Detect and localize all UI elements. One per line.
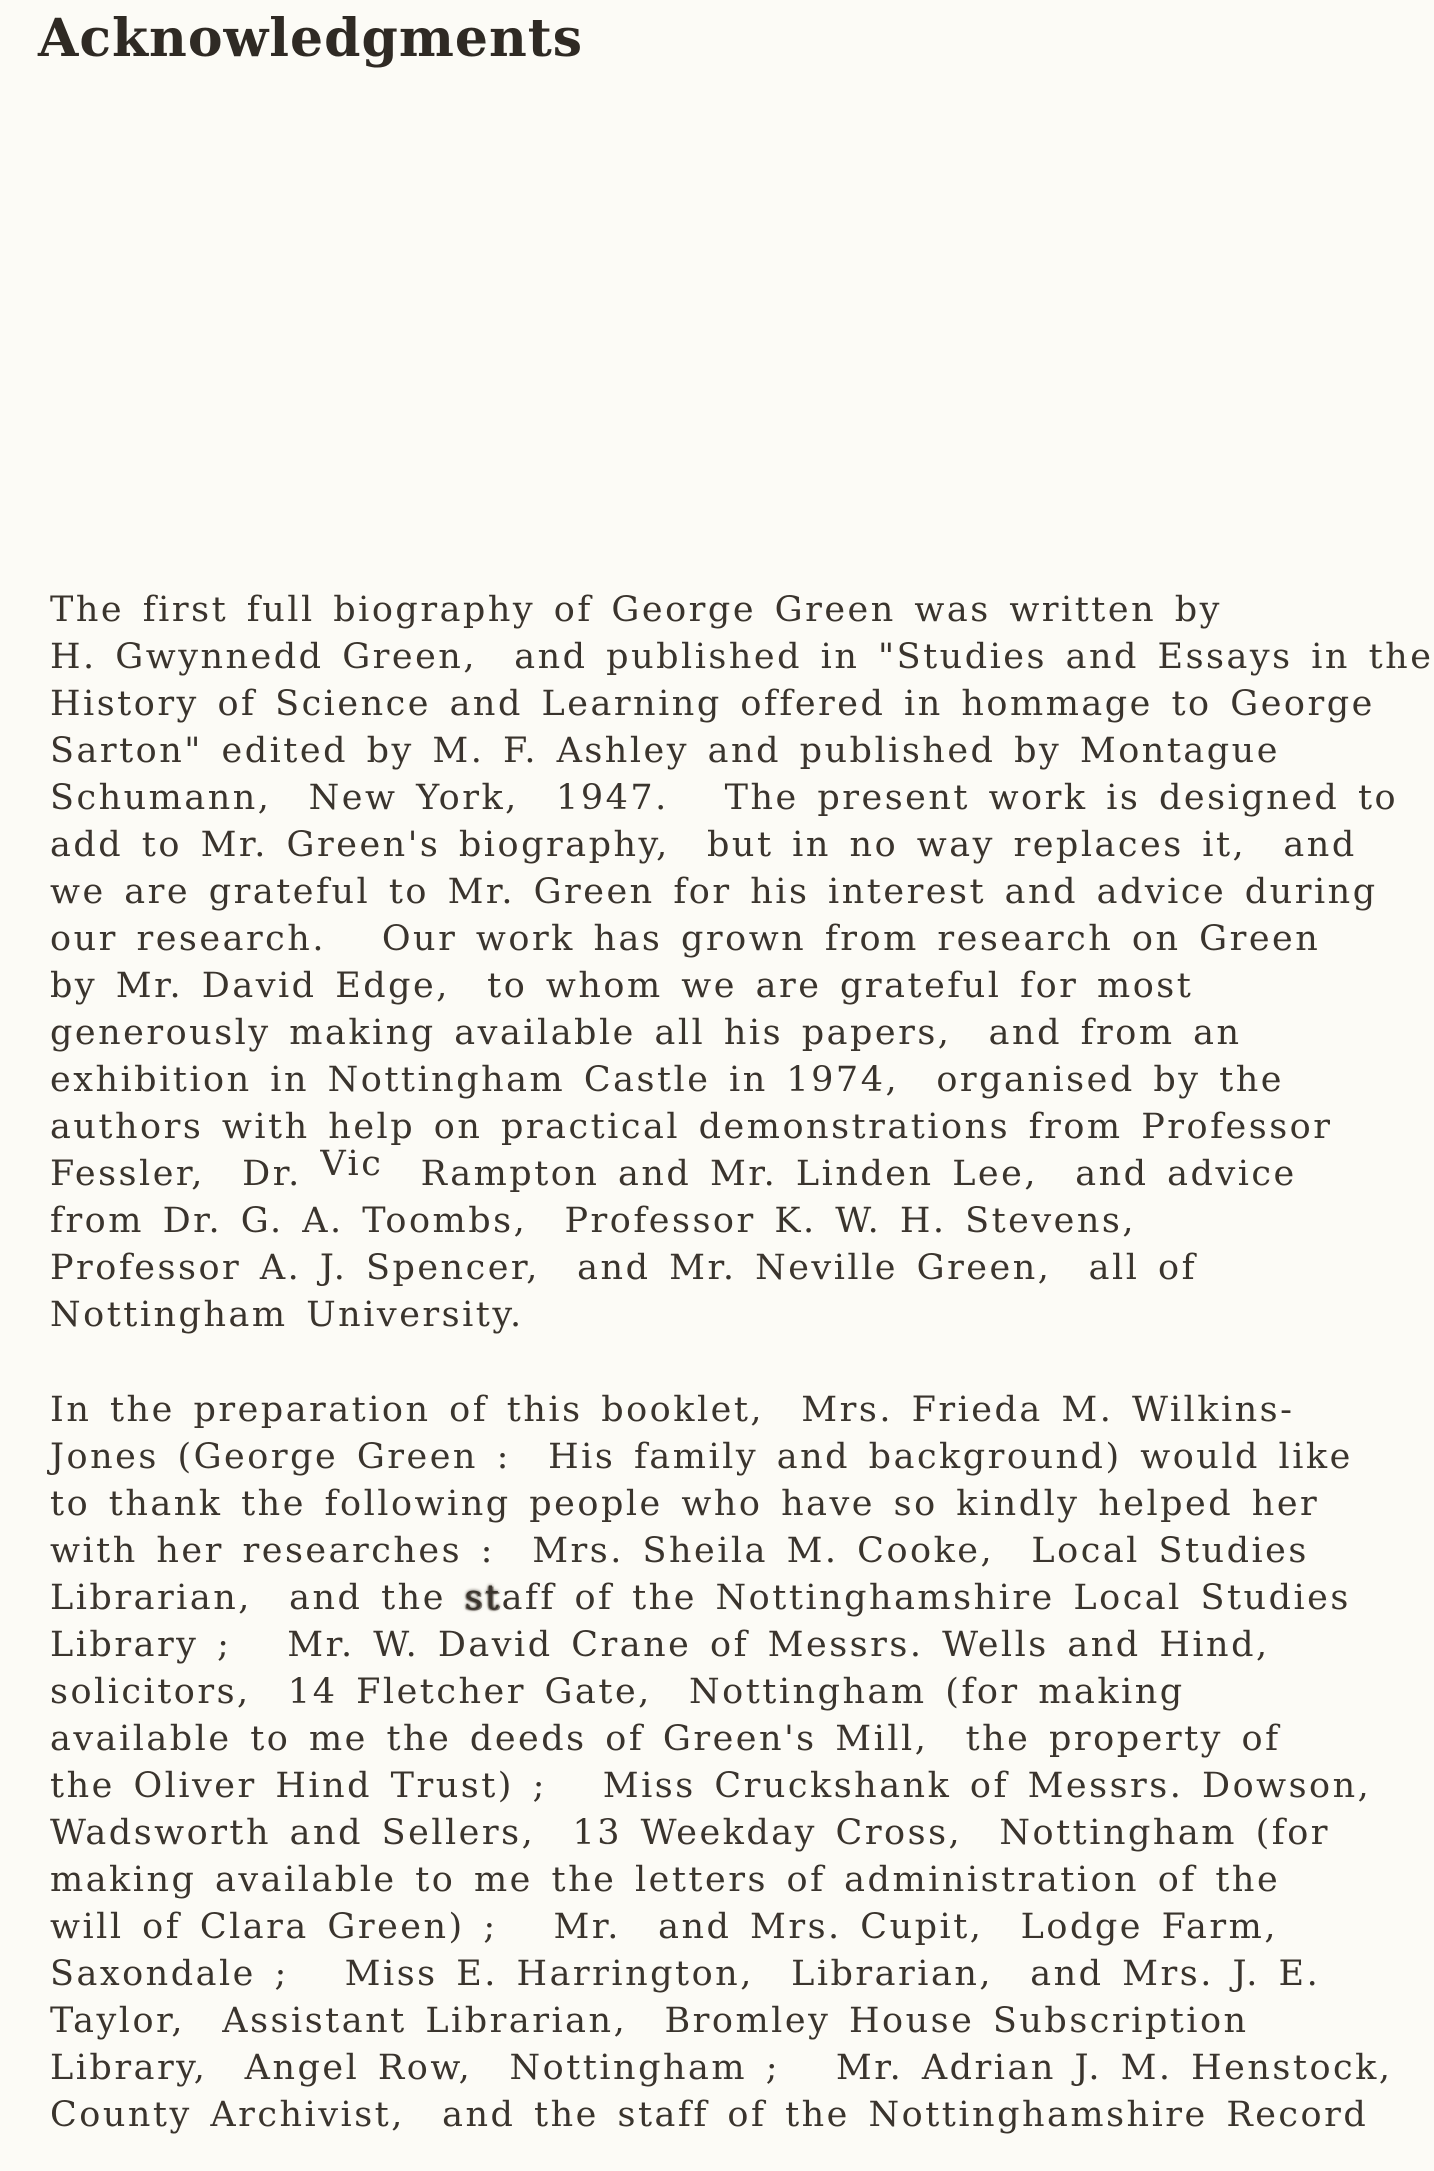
text-line: with her researches : Mrs. Sheila M. Cooke, Local Studies xyxy=(50,1531,1309,1571)
text-line: from Dr. G. A. Toombs, Professor K. W. H. Stevens, xyxy=(50,1201,1136,1241)
text-line: Library, Angel Row, Nottingham ; Mr. Adrian J. M. Henstock, xyxy=(50,2048,1393,2088)
text-line: will of Clara Green) ; Mr. and Mrs. Cupit, Lodge Farm, xyxy=(50,1907,1278,1947)
text-line xyxy=(50,1144,1414,1198)
text-line: add to Mr. Green's biography, but in no way replaces it, and xyxy=(50,825,1357,865)
page-title: Acknowledgments xyxy=(38,8,584,69)
text-line: Jones (George Green : His family and background) would like xyxy=(50,1437,1353,1477)
text-line: exhibition in Nottingham Castle in 1974, organised by the xyxy=(50,1060,1284,1100)
paragraph-biography xyxy=(50,587,1434,1339)
text-segment: Fessler, Dr. xyxy=(50,1154,321,1194)
text-segment: aff of the Nottinghamshire Local Studies xyxy=(501,1578,1351,1618)
text-line: Wadsworth and Sellers, 13 Weekday Cross, Nottingham (for xyxy=(50,1813,1331,1853)
text-line: Professor A. J. Spencer, and Mr. Neville Green, all of xyxy=(50,1248,1198,1288)
raised-text: Vic xyxy=(320,1144,384,1184)
text-line: making available to me the letters of administration of the xyxy=(50,1860,1281,1900)
text-line: H. Gwynnedd Green, and published in "Studies and Essays in the xyxy=(50,637,1434,677)
text-line: available to me the deeds of Green's Mill, the property of xyxy=(50,1719,1281,1759)
text-line xyxy=(50,1575,1414,1622)
text-line: The first full biography of George Green was written by xyxy=(50,590,1222,630)
body-text xyxy=(50,587,1434,2139)
smudge-text: st xyxy=(464,1578,502,1618)
text-line: Nottingham University. xyxy=(50,1295,524,1335)
paragraph-thanks xyxy=(50,1387,1414,2139)
text-segment: Rampton and Mr. Linden Lee, and advice xyxy=(383,1154,1297,1194)
text-line: Schumann, New York, 1947. The present work is designed to xyxy=(50,778,1399,818)
text-line: by Mr. David Edge, to whom we are grateful for most xyxy=(50,966,1194,1006)
text-line: to thank the following people who have so kindly helped her xyxy=(50,1484,1320,1524)
text-line: we are grateful to Mr. Green for his interest and advice during xyxy=(50,872,1378,912)
text-segment: Librarian, and the xyxy=(50,1578,465,1618)
text-line: generously making available all his papers, and from an xyxy=(50,1013,1242,1053)
text-line: Taylor, Assistant Librarian, Bromley House Subscription xyxy=(50,2001,1249,2041)
text-line: the Oliver Hind Trust) ; Miss Cruckshank of Messrs. Dowson, xyxy=(50,1766,1372,1806)
text-line: our research. Our work has grown from research on Green xyxy=(50,919,1321,959)
text-line: Sarton" edited by M. F. Ashley and published by Montague xyxy=(50,731,1280,771)
text-line: County Archivist, and the staff of the Nottinghamshire Record xyxy=(50,2095,1369,2135)
text-line: Library ; Mr. W. David Crane of Messrs. Wells and Hind, xyxy=(50,1625,1270,1665)
text-line: History of Science and Learning offered in hommage to George xyxy=(50,684,1375,724)
text-line: solicitors, 14 Fletcher Gate, Nottingham (for making xyxy=(50,1672,1185,1712)
text-line: In the preparation of this booklet, Mrs. Frieda M. Wilkins- xyxy=(50,1390,1295,1430)
text-line: Saxondale ; Miss E. Harrington, Librarian, and Mrs. J. E. xyxy=(50,1954,1321,1994)
text-line: authors with help on practical demonstrations from Professor xyxy=(50,1107,1333,1147)
